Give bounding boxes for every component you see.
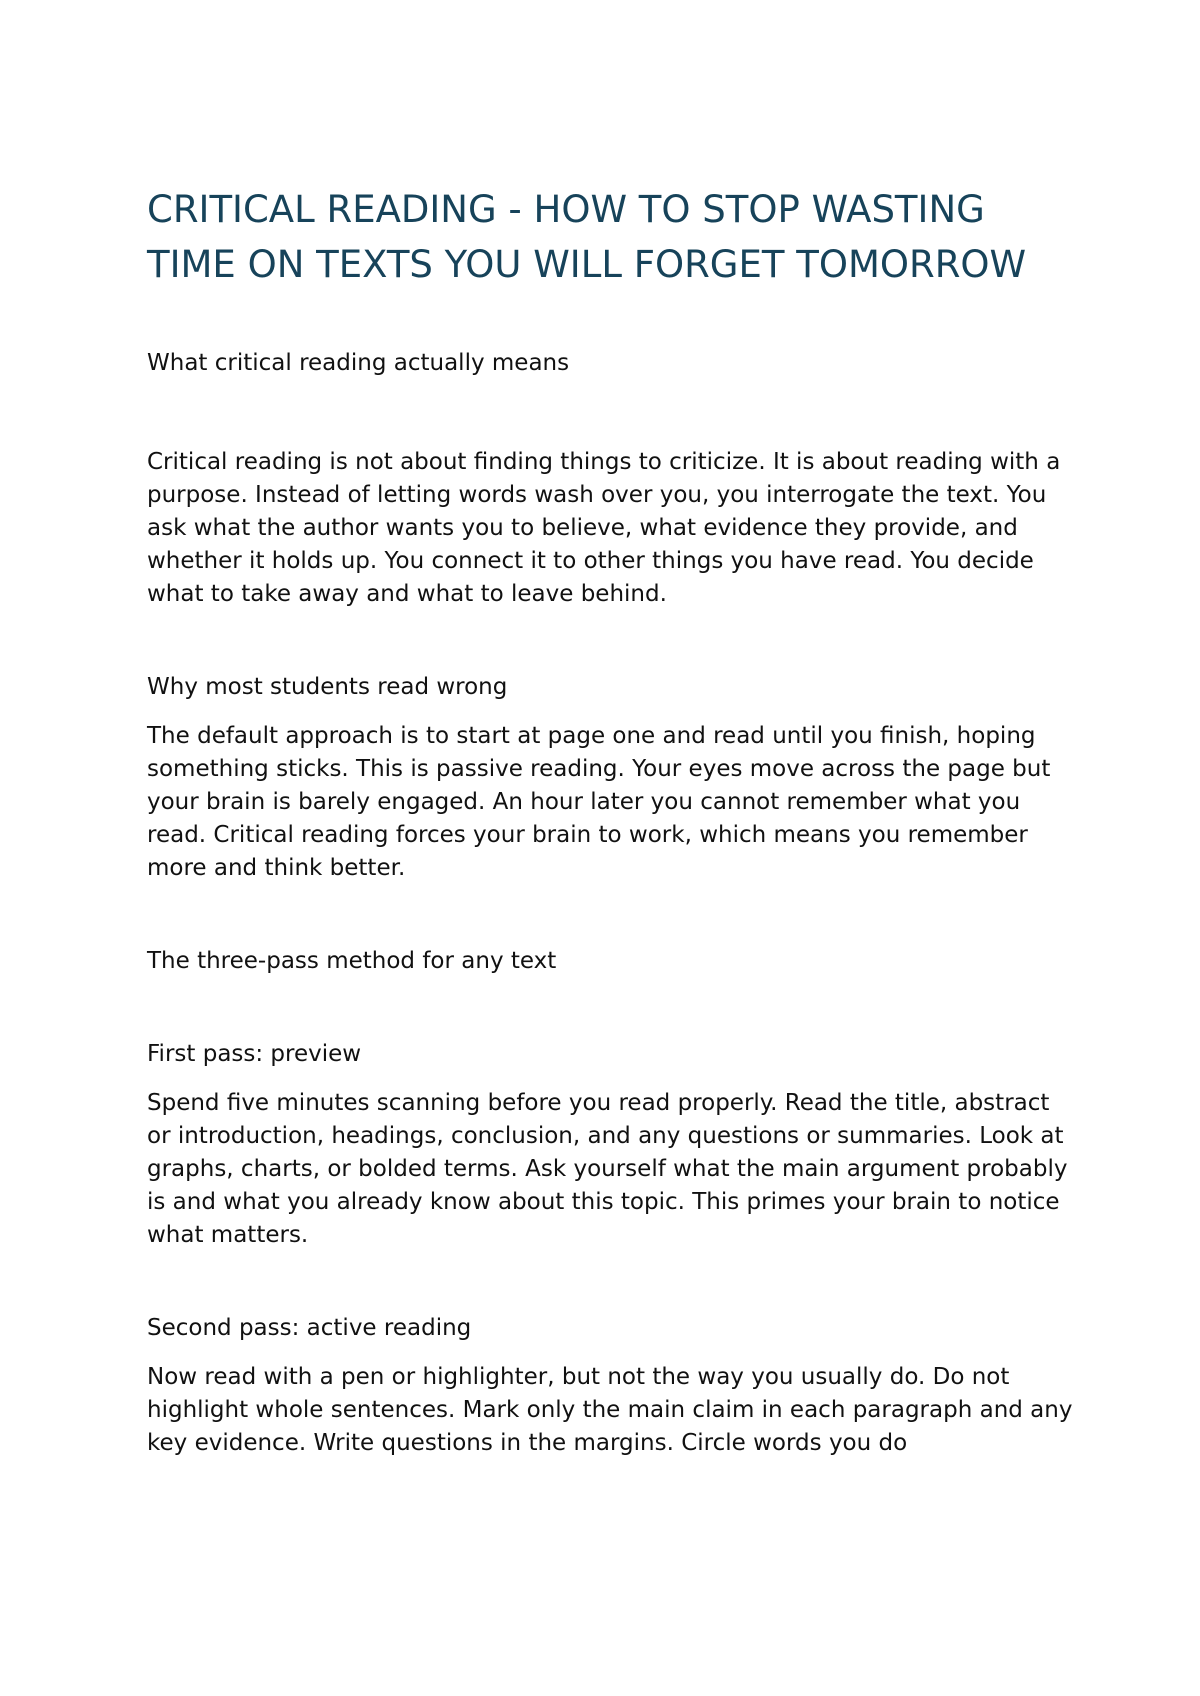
spacer — [147, 704, 1077, 720]
section-heading: First pass: preview — [147, 1041, 362, 1067]
spacer — [147, 978, 1077, 1038]
spacer — [147, 1071, 1077, 1087]
spacer — [147, 292, 1077, 347]
section-paragraph: Critical reading is not about finding things to criticize. It is about reading with a purpose. Instead of letting words wash over you, you interrogate the text. You ask what the author wants you to believe, what evidence they provide, and whether it holds up. You connect it to other things you have read. You decide what to take away and what to leave behind. — [147, 449, 1061, 607]
section-heading: Second pass: active reading — [147, 1315, 472, 1341]
document-title: CRITICAL READING - HOW TO STOP WASTING TIME ON TEXTS YOU WILL FORGET TOMORROW — [147, 188, 1027, 286]
section-paragraph: Spend five minutes scanning before you read properly. Read the title, abstract or introduction, headings, conclusion, and any questions or summaries. Look at graphs, charts, or bolded terms. Ask yourself what the main argument probably is and what you already know about this topic. This primes your brain to notice what matters. — [147, 1090, 1068, 1248]
section-heading: Why most students read wrong — [147, 674, 508, 700]
section-heading: The three-pass method for any text — [147, 948, 557, 974]
section-paragraph: Now read with a pen or highlighter, but not the way you usually do. Do not highlight whole sentences. Mark only the main claim in each paragraph and any key evidence. Write questions in the margins. Circle words you do — [147, 1364, 1073, 1456]
section-heading: What critical reading actually means — [147, 350, 570, 376]
spacer — [147, 885, 1077, 945]
spacer — [147, 611, 1077, 671]
document-content — [147, 182, 1077, 1460]
spacer — [147, 1345, 1077, 1361]
section-paragraph: The default approach is to start at page one and read until you finish, hoping something sticks. This is passive reading. Your eyes move across the page but your brain is barely engaged. An hour later you cannot remember what you read. Critical reading forces your brain to work, which means you remember more and think better. — [147, 723, 1051, 881]
spacer — [147, 1252, 1077, 1312]
spacer — [147, 380, 1077, 446]
